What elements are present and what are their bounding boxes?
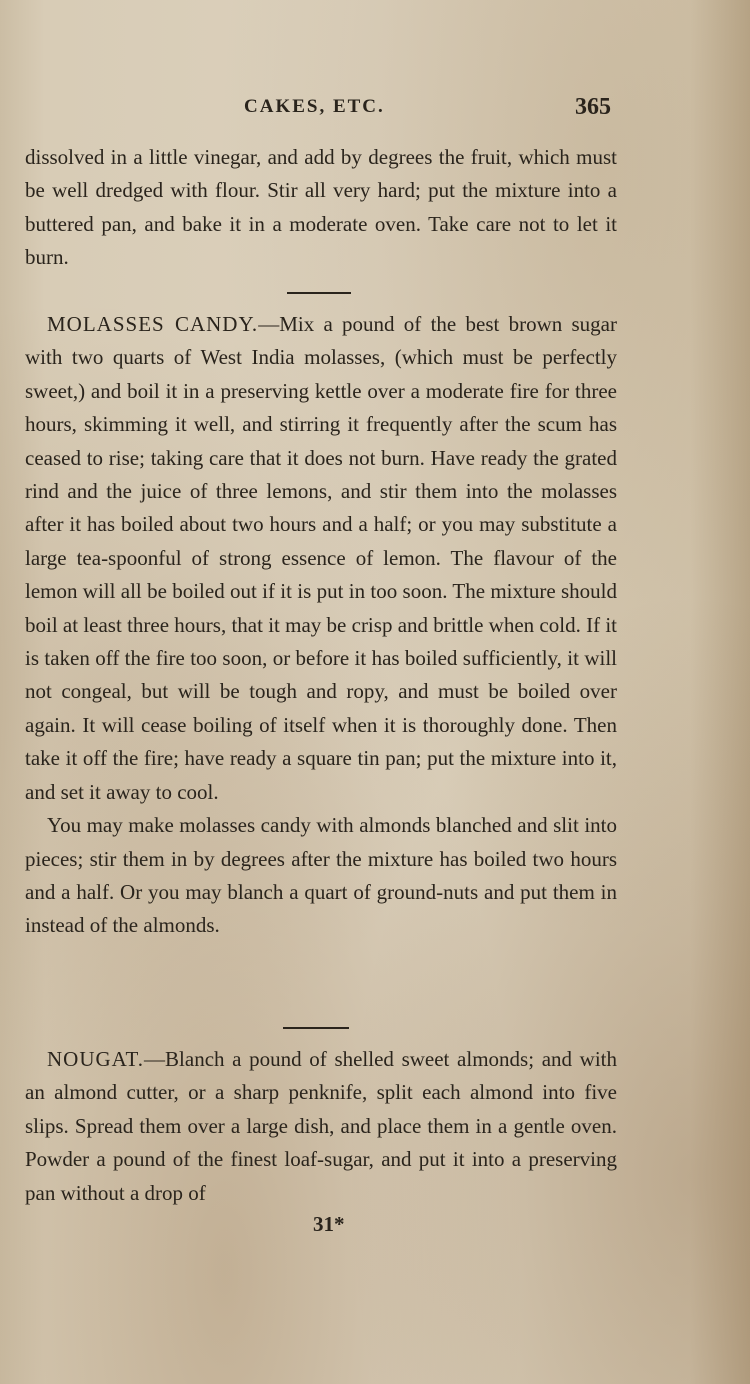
recipe-variation-paragraph: You may make molasses candy with almonds blanched and slit into pieces; stir them in by degrees after the mixture has boiled two hours and a half. Or you may blanch a quart of ground-nuts and put them in instead of the almonds. [25,813,617,938]
recipe-heading: NOUGAT. [47,1047,145,1071]
recipe-paragraph [25,1043,617,1210]
section-divider [283,1027,349,1029]
recipe-heading: MOLASSES CANDY. [47,312,259,336]
recipe-paragraph [25,308,617,809]
signature-mark: 31* [313,1212,345,1236]
molasses-candy-recipe [25,308,617,943]
section-divider [287,292,351,294]
paragraph-text: dissolved in a little vinegar, and add by degrees the fruit, which must be well dredged with flour. Stir all very hard; put the mixture into a buttered pan, and bake it in a moderate oven. Take care not to let it burn. [25,145,617,270]
continued-paragraph [25,141,617,275]
page-number: 365 [575,94,611,120]
recipe-body: —Mix a pound of the best brown sugar with two quarts of West India molasses, (which must be perfectly sweet,) and boil it in a preserving kettle over a moderate fire for three hours, skimming it well, and stirring it frequently after the scum has ceased to rise; taking care that it does not burn. Have ready the grated rind and the juice of three lemons, and stir them into the molasses after it has boiled about two hours and a half; or you may substitute a large tea-spoonful of strong essence of lemon. The flavour of the lemon will all be boiled out if it is put in too soon. The mixture should boil at least three hours, that it may be crisp and brittle when cold. If it is taken off the fire too soon, or before it has boiled sufficiently, it will not congeal, but will be tough and ropy, and must be boiled over again. It will cease boiling of itself when it is thoroughly done. Then take it off the fire; have ready a square tin pan; put the mixture into it, and set it away to cool. [25,312,617,804]
recipe-body: —Blanch a pound of shelled sweet almonds; and with an almond cutter, or a sharp penknife, split each almond into five slips. Spread them over a large dish, and place them in a gentle oven. Powder a pound of the finest loaf-sugar, and put it into a preserving pan without a drop of [25,1047,617,1205]
page-header [0,96,750,126]
nougat-recipe [25,1043,617,1210]
running-head: CAKES, ETC. [244,96,385,117]
